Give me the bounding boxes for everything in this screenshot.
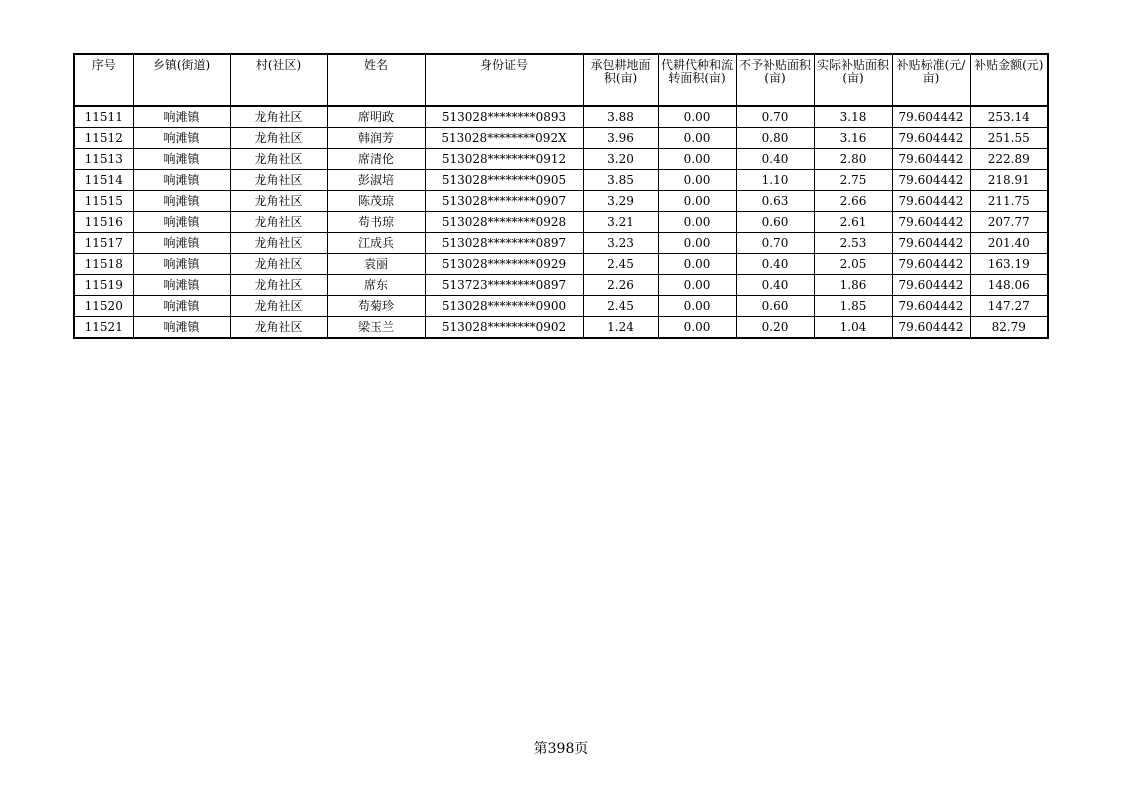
- cell-excluded-area: 0.40: [736, 275, 814, 296]
- cell-id-number: 513028********0907: [425, 191, 583, 212]
- cell-village: 龙角社区: [230, 106, 327, 128]
- cell-village: 龙角社区: [230, 254, 327, 275]
- table-body: [74, 106, 1048, 338]
- cell-index: 11520: [74, 296, 133, 317]
- cell-township: 响滩镇: [133, 212, 230, 233]
- table-row: [74, 317, 1048, 339]
- cell-actual-area: 1.85: [814, 296, 892, 317]
- table-row: [74, 106, 1048, 128]
- cell-id-number: 513028********0893: [425, 106, 583, 128]
- table-row: [74, 170, 1048, 191]
- cell-index: 11517: [74, 233, 133, 254]
- cell-village: 龙角社区: [230, 233, 327, 254]
- cell-subsidy-amount: 147.27: [970, 296, 1048, 317]
- table-row: [74, 296, 1048, 317]
- cell-subsidy-rate: 79.604442: [892, 317, 970, 339]
- cell-subsidy-amount: 211.75: [970, 191, 1048, 212]
- cell-index: 11511: [74, 106, 133, 128]
- cell-township: 响滩镇: [133, 191, 230, 212]
- cell-excluded-area: 0.63: [736, 191, 814, 212]
- table-row: [74, 254, 1048, 275]
- cell-township: 响滩镇: [133, 149, 230, 170]
- header-contract-area: 承包耕地面积(亩): [583, 54, 658, 106]
- cell-transfer-area: 0.00: [658, 212, 736, 233]
- cell-contract-area: 3.29: [583, 191, 658, 212]
- cell-id-number: 513028********0929: [425, 254, 583, 275]
- cell-name: 韩润芳: [327, 128, 425, 149]
- cell-index: 11512: [74, 128, 133, 149]
- cell-transfer-area: 0.00: [658, 275, 736, 296]
- cell-transfer-area: 0.00: [658, 106, 736, 128]
- cell-name: 江成兵: [327, 233, 425, 254]
- cell-excluded-area: 1.10: [736, 170, 814, 191]
- cell-excluded-area: 0.60: [736, 212, 814, 233]
- header-index: 序号: [74, 54, 133, 106]
- cell-township: 响滩镇: [133, 106, 230, 128]
- cell-transfer-area: 0.00: [658, 254, 736, 275]
- cell-name: 席清伦: [327, 149, 425, 170]
- table-row: [74, 191, 1048, 212]
- cell-transfer-area: 0.00: [658, 149, 736, 170]
- table-row: [74, 233, 1048, 254]
- header-subsidy-amount: 补贴金额(元): [970, 54, 1048, 106]
- cell-actual-area: 3.16: [814, 128, 892, 149]
- cell-contract-area: 3.85: [583, 170, 658, 191]
- cell-contract-area: 3.88: [583, 106, 658, 128]
- cell-index: 11513: [74, 149, 133, 170]
- header-id-number: 身份证号: [425, 54, 583, 106]
- cell-contract-area: 2.45: [583, 296, 658, 317]
- cell-township: 响滩镇: [133, 170, 230, 191]
- cell-subsidy-rate: 79.604442: [892, 233, 970, 254]
- cell-village: 龙角社区: [230, 128, 327, 149]
- cell-name: 梁玉兰: [327, 317, 425, 339]
- cell-actual-area: 2.80: [814, 149, 892, 170]
- cell-subsidy-rate: 79.604442: [892, 296, 970, 317]
- cell-contract-area: 2.26: [583, 275, 658, 296]
- cell-village: 龙角社区: [230, 275, 327, 296]
- cell-id-number: 513028********092X: [425, 128, 583, 149]
- cell-township: 响滩镇: [133, 254, 230, 275]
- cell-excluded-area: 0.60: [736, 296, 814, 317]
- cell-village: 龙角社区: [230, 170, 327, 191]
- cell-village: 龙角社区: [230, 212, 327, 233]
- header-transfer-area: 代耕代种和流转面积(亩): [658, 54, 736, 106]
- cell-subsidy-rate: 79.604442: [892, 275, 970, 296]
- cell-subsidy-amount: 253.14: [970, 106, 1048, 128]
- subsidy-table: [73, 53, 1049, 339]
- cell-index: 11516: [74, 212, 133, 233]
- header-subsidy-rate: 补贴标准(元/亩): [892, 54, 970, 106]
- cell-index: 11514: [74, 170, 133, 191]
- cell-index: 11518: [74, 254, 133, 275]
- cell-subsidy-amount: 251.55: [970, 128, 1048, 149]
- cell-village: 龙角社区: [230, 191, 327, 212]
- table-row: [74, 212, 1048, 233]
- cell-township: 响滩镇: [133, 275, 230, 296]
- cell-excluded-area: 0.70: [736, 106, 814, 128]
- cell-excluded-area: 0.40: [736, 149, 814, 170]
- cell-name: 苟菊珍: [327, 296, 425, 317]
- cell-transfer-area: 0.00: [658, 170, 736, 191]
- cell-id-number: 513723********0897: [425, 275, 583, 296]
- table-header: [74, 54, 1048, 106]
- cell-subsidy-amount: 207.77: [970, 212, 1048, 233]
- cell-contract-area: 3.23: [583, 233, 658, 254]
- cell-actual-area: 2.05: [814, 254, 892, 275]
- cell-village: 龙角社区: [230, 296, 327, 317]
- header-township: 乡镇(街道): [133, 54, 230, 106]
- cell-subsidy-amount: 163.19: [970, 254, 1048, 275]
- cell-id-number: 513028********0902: [425, 317, 583, 339]
- cell-index: 11519: [74, 275, 133, 296]
- cell-subsidy-amount: 148.06: [970, 275, 1048, 296]
- cell-name: 席东: [327, 275, 425, 296]
- cell-township: 响滩镇: [133, 233, 230, 254]
- cell-name: 苟书琼: [327, 212, 425, 233]
- cell-township: 响滩镇: [133, 296, 230, 317]
- cell-subsidy-amount: 82.79: [970, 317, 1048, 339]
- cell-subsidy-rate: 79.604442: [892, 170, 970, 191]
- cell-subsidy-amount: 201.40: [970, 233, 1048, 254]
- cell-excluded-area: 0.80: [736, 128, 814, 149]
- cell-actual-area: 2.66: [814, 191, 892, 212]
- cell-actual-area: 2.75: [814, 170, 892, 191]
- cell-subsidy-amount: 222.89: [970, 149, 1048, 170]
- cell-id-number: 513028********0912: [425, 149, 583, 170]
- cell-subsidy-amount: 218.91: [970, 170, 1048, 191]
- cell-subsidy-rate: 79.604442: [892, 128, 970, 149]
- cell-actual-area: 2.61: [814, 212, 892, 233]
- cell-township: 响滩镇: [133, 317, 230, 339]
- cell-actual-area: 2.53: [814, 233, 892, 254]
- header-row: [74, 54, 1048, 106]
- cell-transfer-area: 0.00: [658, 317, 736, 339]
- table-row: [74, 128, 1048, 149]
- table-row: [74, 275, 1048, 296]
- cell-index: 11515: [74, 191, 133, 212]
- cell-contract-area: 3.20: [583, 149, 658, 170]
- cell-actual-area: 1.86: [814, 275, 892, 296]
- cell-name: 彭淑培: [327, 170, 425, 191]
- cell-excluded-area: 0.20: [736, 317, 814, 339]
- cell-index: 11521: [74, 317, 133, 339]
- header-actual-area: 实际补贴面积(亩): [814, 54, 892, 106]
- cell-subsidy-rate: 79.604442: [892, 212, 970, 233]
- cell-contract-area: 2.45: [583, 254, 658, 275]
- header-name: 姓名: [327, 54, 425, 106]
- cell-name: 陈茂琼: [327, 191, 425, 212]
- cell-actual-area: 3.18: [814, 106, 892, 128]
- header-village: 村(社区): [230, 54, 327, 106]
- cell-contract-area: 1.24: [583, 317, 658, 339]
- cell-subsidy-rate: 79.604442: [892, 191, 970, 212]
- cell-id-number: 513028********0900: [425, 296, 583, 317]
- cell-village: 龙角社区: [230, 149, 327, 170]
- cell-transfer-area: 0.00: [658, 233, 736, 254]
- cell-contract-area: 3.96: [583, 128, 658, 149]
- page-number: 第398页: [533, 741, 589, 757]
- cell-excluded-area: 0.70: [736, 233, 814, 254]
- cell-subsidy-rate: 79.604442: [892, 254, 970, 275]
- table-row: [74, 149, 1048, 170]
- cell-transfer-area: 0.00: [658, 128, 736, 149]
- cell-id-number: 513028********0905: [425, 170, 583, 191]
- cell-subsidy-rate: 79.604442: [892, 106, 970, 128]
- header-excluded-area: 不予补贴面积(亩): [736, 54, 814, 106]
- cell-transfer-area: 0.00: [658, 191, 736, 212]
- cell-subsidy-rate: 79.604442: [892, 149, 970, 170]
- cell-name: 席明政: [327, 106, 425, 128]
- cell-contract-area: 3.21: [583, 212, 658, 233]
- cell-id-number: 513028********0897: [425, 233, 583, 254]
- cell-transfer-area: 0.00: [658, 296, 736, 317]
- cell-actual-area: 1.04: [814, 317, 892, 339]
- cell-excluded-area: 0.40: [736, 254, 814, 275]
- cell-village: 龙角社区: [230, 317, 327, 339]
- cell-id-number: 513028********0928: [425, 212, 583, 233]
- cell-name: 袁丽: [327, 254, 425, 275]
- cell-township: 响滩镇: [133, 128, 230, 149]
